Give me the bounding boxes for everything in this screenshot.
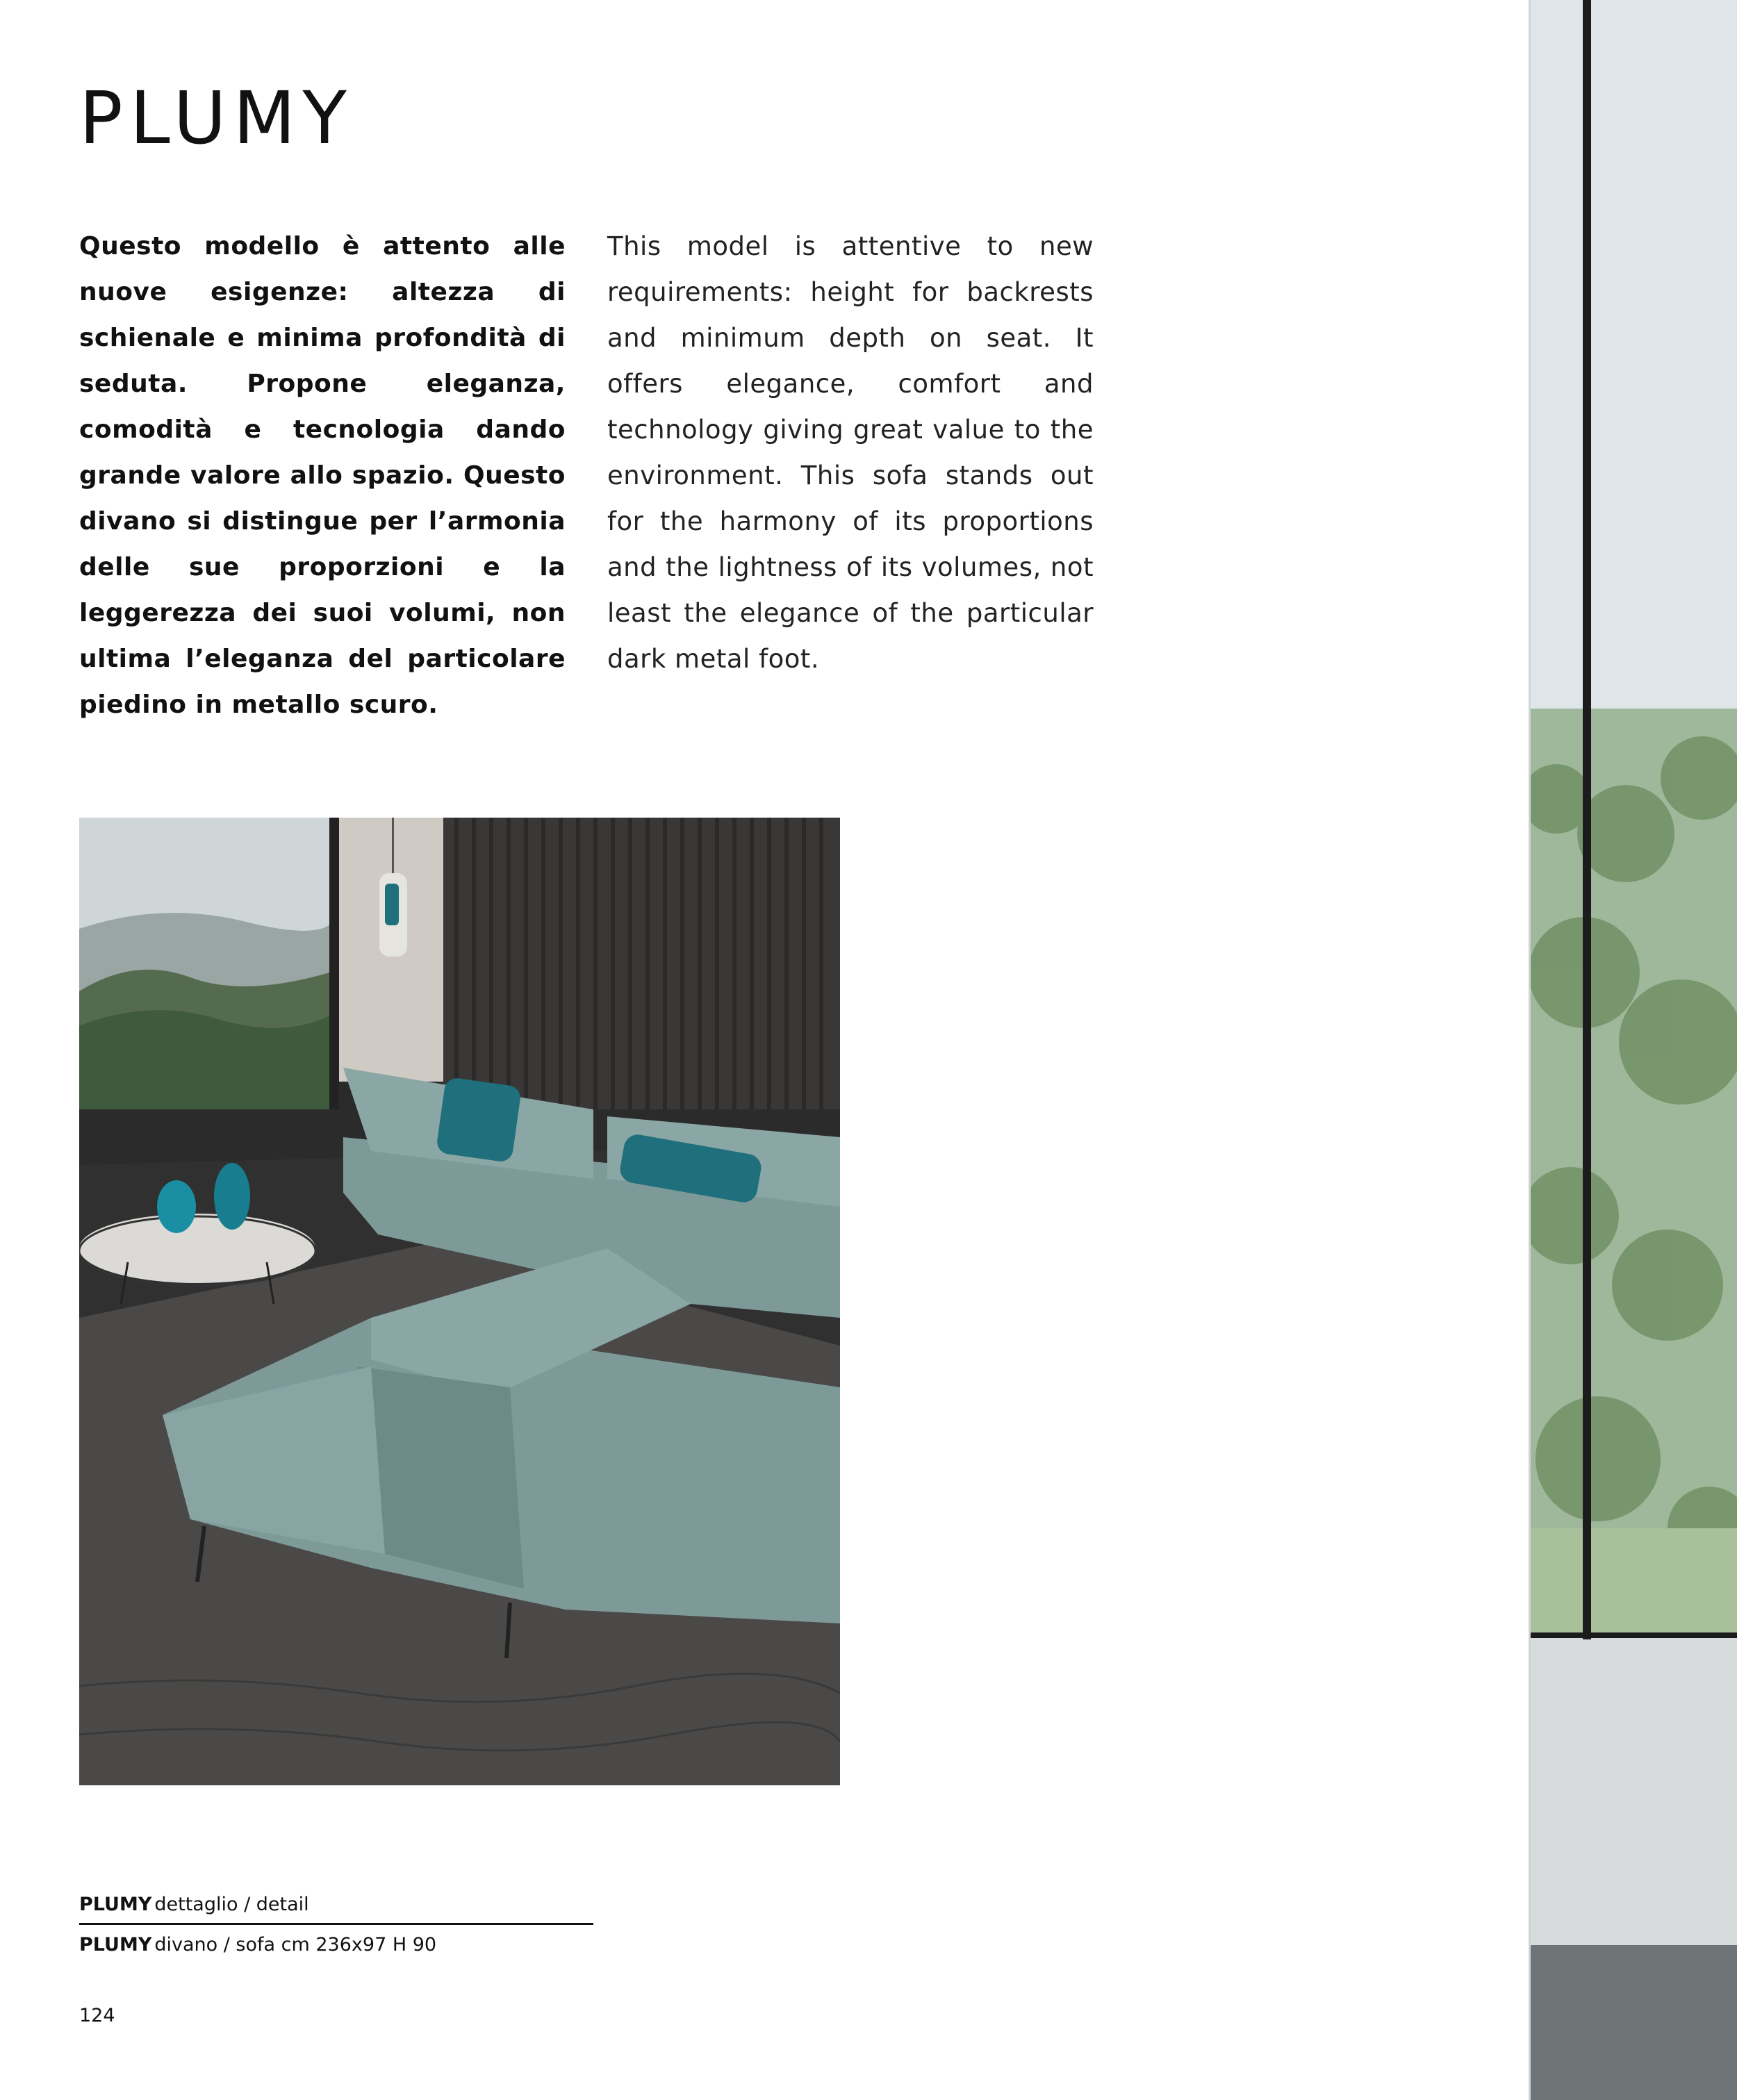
sofa-photo-illustration (79, 818, 840, 1785)
caption-sofa-text: divano / sofa cm 236x97 H 90 (154, 1934, 437, 1956)
caption-sofa-model: PLUMY (79, 1934, 152, 1956)
page-title: PLUMY (79, 76, 354, 160)
page-number: 124 (79, 2005, 115, 2026)
english-description: This model is attentive to new requirements: height for backrests and minimum depth on seat. It offers elegance, comfort and technology giving great value to the environment. This sofa stands out for the harmony of its proportions and the lightness of its volumes, not least the elegance of the particular dark metal foot. (607, 231, 1094, 674)
italian-description: Questo modello è attento alle nuove esigenze: altezza di schienale e minima profondità di seduta. Propone eleganza, comodità e tecnologia dando grande valore allo spazio. Questo divano si distingue per l’armonia delle sue proporzioni e la leggerezza dei suoi volumi, non ultima l’eleganza del particolare piedino in metallo scuro. (79, 232, 566, 719)
caption-sofa (79, 1935, 436, 1954)
caption-divider (79, 1923, 593, 1925)
caption-detail (79, 1895, 309, 1914)
sofa-room-photo-edge (1529, 0, 1737, 2100)
caption-detail-text: dettaglio / detail (154, 1894, 309, 1915)
caption-detail-model: PLUMY (79, 1894, 152, 1915)
room-photo-illustration (1529, 0, 1737, 2100)
sofa-detail-photo (79, 818, 840, 1785)
